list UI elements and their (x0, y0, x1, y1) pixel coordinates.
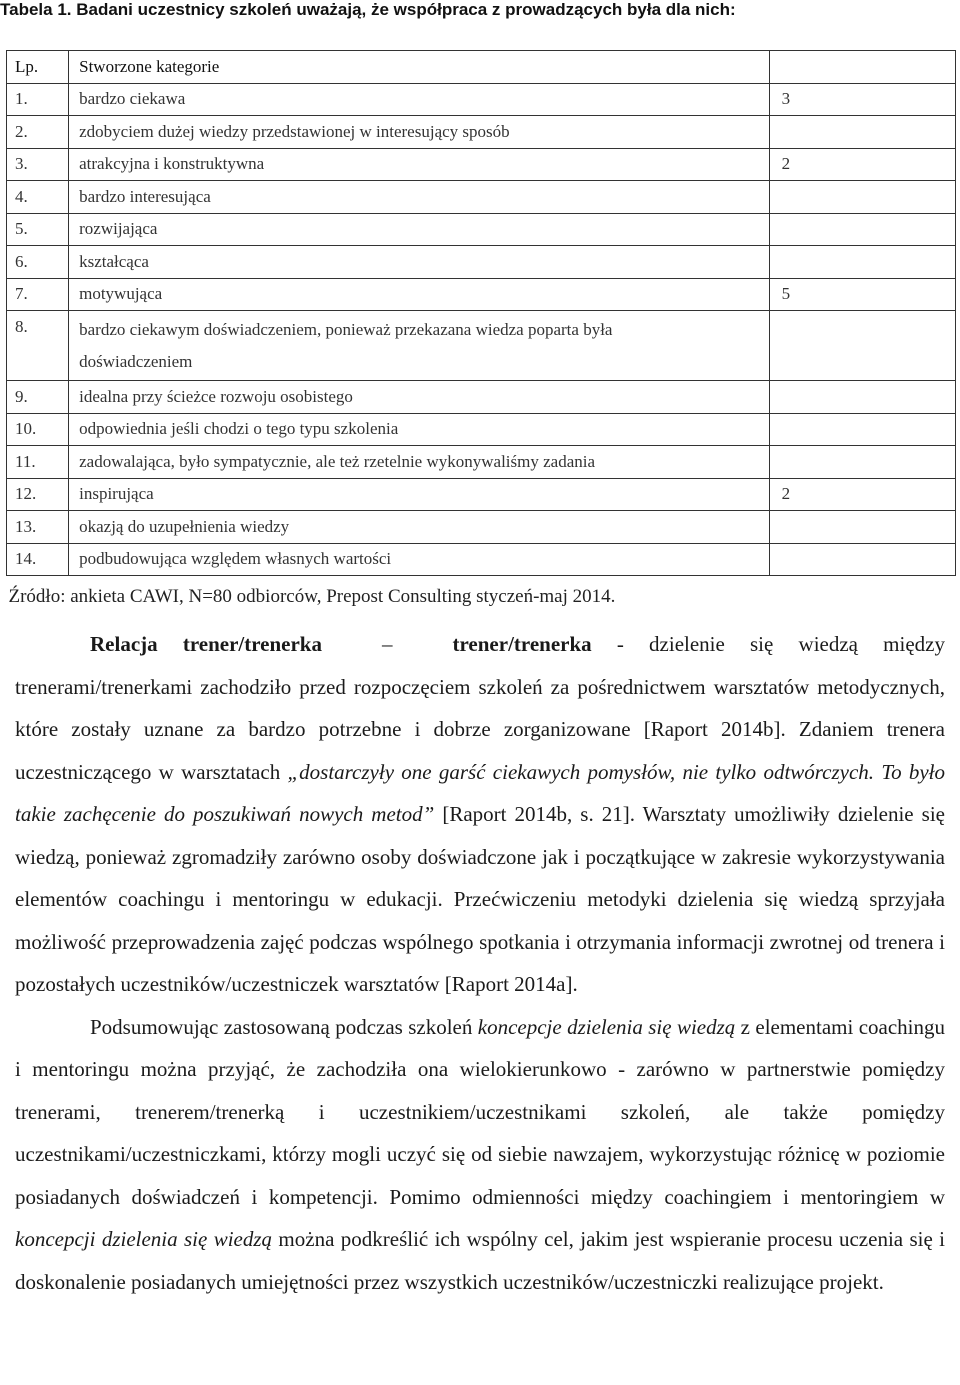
table-row (7, 446, 956, 479)
row-category-line1: bardzo ciekawym doświadczeniem, ponieważ przekazana wiedza poparta była (79, 319, 613, 339)
row-category: idealna przy ścieżce rozwoju osobistego (69, 381, 770, 414)
row-value (769, 213, 955, 246)
italic-term: koncepcje dzielenia się wiedzą (477, 1014, 736, 1039)
row-number: 11. (7, 446, 69, 479)
row-category: rozwijająca (69, 213, 770, 246)
paragraph-podsumowanie (15, 1006, 945, 1304)
table-row (7, 213, 956, 246)
row-number: 3. (7, 148, 69, 181)
row-value: 2 (769, 148, 955, 181)
paragraph-heading: Relacja trener/trenerka (90, 632, 322, 656)
table-row (7, 278, 956, 311)
header-value (769, 51, 955, 84)
table-row (7, 148, 956, 181)
row-number: 12. (7, 478, 69, 511)
heading-dash: – (382, 632, 393, 656)
row-value: 5 (769, 278, 955, 311)
header-category: Stworzone kategorie (69, 51, 770, 84)
italic-term: koncepcji dzielenia się wiedzą (15, 1227, 273, 1251)
row-value: 3 (769, 83, 955, 116)
table-source-row (7, 576, 956, 619)
row-category: zadowalająca, było sympatycznie, ale też rzetelnie wykonywaliśmy zadania (69, 446, 770, 479)
row-number: 14. (7, 543, 69, 576)
table-header-row (7, 51, 956, 84)
row-value (769, 181, 955, 214)
paragraph-heading-2: trener/trenerka (452, 632, 592, 656)
row-category: kształcąca (69, 246, 770, 279)
paragraph-text: Podsumowując zastosowaną podczas szkoleń (90, 1014, 478, 1039)
body-text (15, 623, 945, 1303)
row-number: 5. (7, 213, 69, 246)
table-row (7, 478, 956, 511)
table-source: Źródło: ankieta CAWI, N=80 odbiorców, Prepost Consulting styczeń-maj 2014. (8, 586, 616, 607)
row-category: odpowiednia jeśli chodzi o tego typu szkolenia (69, 413, 770, 446)
trainer-quote: „dostarczyły one garść ciekawych pomysłów, nie tylko odtwórczych. To było takie zachęcenie do poszukiwań nowych metod” (15, 759, 945, 826)
row-category-line2: doświadczeniem (79, 351, 193, 371)
table-row (7, 83, 956, 116)
row-number: 2. (7, 116, 69, 149)
row-number: 10. (7, 413, 69, 446)
row-value (769, 511, 955, 544)
row-value: 2 (769, 478, 955, 511)
row-category: bardzo ciekawa (69, 83, 770, 116)
table-row (7, 543, 956, 576)
row-number: 1. (7, 83, 69, 116)
row-category: zdobyciem dużej wiedzy przedstawionej w interesujący sposób (69, 116, 770, 149)
row-category (69, 311, 770, 381)
table-row (7, 511, 956, 544)
categories-table (6, 50, 956, 618)
row-category: okazją do uzupełnienia wiedzy (69, 511, 770, 544)
row-number: 13. (7, 511, 69, 544)
table-row (7, 246, 956, 279)
row-category: atrakcyjna i konstruktywna (69, 148, 770, 181)
paragraph-relacja (15, 623, 945, 1006)
row-category: inspirująca (69, 478, 770, 511)
row-value (769, 246, 955, 279)
row-number: 6. (7, 246, 69, 279)
row-number: 7. (7, 278, 69, 311)
table-row (7, 381, 956, 414)
paragraph-text: - dzielenie się wiedzą między trenerami/trenerkami zachodziło przed rozpoczęciem szkoleń za pośrednictwem warsztatów metodycznych, które zostały uznane za bardzo potrzebne i dobrze zorganizowane [Raport 2014b]. Zdaniem trenera uczestniczącego w warsztatach (15, 632, 945, 784)
table-row (7, 116, 956, 149)
row-category: podbudowująca względem własnych wartości (69, 543, 770, 576)
row-value (769, 543, 955, 576)
table-row (7, 413, 956, 446)
row-category: bardzo interesująca (69, 181, 770, 214)
row-value (769, 381, 955, 414)
row-number: 4. (7, 181, 69, 214)
row-category: motywująca (69, 278, 770, 311)
row-number: 9. (7, 381, 69, 414)
row-value (769, 311, 955, 381)
row-value (769, 446, 955, 479)
header-lp: Lp. (7, 51, 69, 84)
paragraph-text: z elementami coachingu i mentoringu można przyjąć, że zachodziła ona wielokierunkowo - zarówno w partnerstwie pomiędzy trenerami, trenerem/trenerką i uczestnikiem/uczestnikami szkoleń, ale także pomiędzy uczestnikami/uczestniczkami, którzy mogli uczyć się od siebie nawzajem, wykorzystując różnicę w poziomie posiadanych doświadczeń i kompetencji. Pomimo odmienności między coachingiem i mentoringiem w (15, 1014, 945, 1209)
table-row (7, 181, 956, 214)
row-value (769, 413, 955, 446)
table-row (7, 311, 956, 381)
row-value (769, 116, 955, 149)
paragraph-text: [Raport 2014b, s. 21]. Warsztaty umożliwiły dzielenie się wiedzą, ponieważ zgromadziły zarówno osoby doświadczone jak i początkujące w zakresie wykorzystywania elementów coachingu i mentoringu w edukacji. Przećwiczeniu metodyki dzielenia się wiedzą sprzyjała możliwość przeprowadzenia zajęć podczas wspólnego spotkania i otrzymania informacji zwrotnej od trenera i pozostałych uczestników/uczestniczek warsztatów [Raport 2014a]. (15, 802, 945, 996)
table-caption: Tabela 1. Badani uczestnicy szkoleń uważają, że współpraca z prowadzących była dla nich: (0, 0, 736, 19)
paragraph-text: można podkreślić ich wspólny cel, jakim jest wspieranie procesu uczenia się i doskonalenie posiadanych umiejętności przez wszystkich uczestników/uczestniczki realizujące projekt. (15, 1227, 946, 1294)
row-number: 8. (7, 311, 69, 381)
